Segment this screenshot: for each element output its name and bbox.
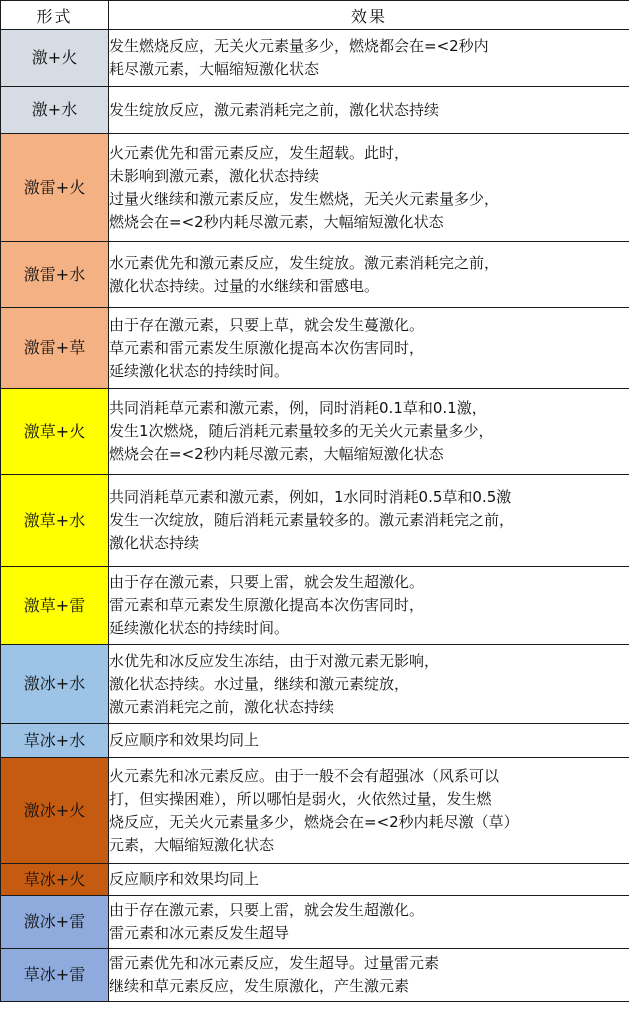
- effect-cell: 雷元素优先和冰元素反应，发生超导。过量雷元素 继续和草元素反应，发生原激化，产生激元素: [109, 949, 629, 1002]
- form-cell: 激冰+火: [1, 758, 109, 864]
- table-row: [1, 308, 629, 389]
- effect-cell: 由于存在激元素，只要上雷，就会发生超激化。 雷元素和冰元素反发生超导: [109, 896, 629, 949]
- header-effect: 效果: [109, 1, 629, 30]
- table-row: [1, 242, 629, 308]
- form-cell: 激雷+草: [1, 308, 109, 389]
- form-cell: 激冰+水: [1, 645, 109, 724]
- effect-cell: 水优先和冰反应发生冻结，由于对激元素无影响， 激化状态持续。水过量，继续和激元素绽放， 激元素消耗完之前，激化状态持续: [109, 645, 629, 724]
- table-row: [1, 864, 629, 896]
- header-row: [1, 1, 629, 30]
- form-cell: 激+水: [1, 87, 109, 134]
- effect-cell: 由于存在激元素，只要上草，就会发生蔓激化。 草元素和雷元素发生原激化提高本次伤害同时， 延续激化状态的持续时间。: [109, 308, 629, 389]
- form-cell: 激草+雷: [1, 567, 109, 645]
- effect-cell: 发生绽放反应，激元素消耗完之前，激化状态持续: [109, 87, 629, 134]
- form-cell: 草冰+雷: [1, 949, 109, 1002]
- effect-cell: 共同消耗草元素和激元素，例如，1水同时消耗0.5草和0.5激 发生一次绽放，随后消耗元素量较多的。激元素消耗完之前， 激化状态持续: [109, 475, 629, 567]
- form-cell: 草冰+水: [1, 724, 109, 758]
- table-row: [1, 134, 629, 242]
- form-cell: 激雷+火: [1, 134, 109, 242]
- table-row: [1, 758, 629, 864]
- effect-cell: 水元素优先和激元素反应，发生绽放。激元素消耗完之前， 激化状态持续。过量的水继续和雷感电。: [109, 242, 629, 308]
- table-row: [1, 389, 629, 475]
- header-form: 形式: [1, 1, 109, 30]
- form-cell: 激草+水: [1, 475, 109, 567]
- table-row: [1, 87, 629, 134]
- effect-cell: 反应顺序和效果均同上: [109, 724, 629, 758]
- form-cell: 激冰+雷: [1, 896, 109, 949]
- table-row: [1, 30, 629, 87]
- table-row: [1, 949, 629, 1002]
- table-row: [1, 645, 629, 724]
- table-row: [1, 724, 629, 758]
- effect-cell: 共同消耗草元素和激元素，例，同时消耗0.1草和0.1激， 发生1次燃烧，随后消耗元素量较多的无关火元素量多少， 燃烧会在=<2秒内耗尽激元素，大幅缩短激化状态: [109, 389, 629, 475]
- effect-cell: 火元素先和冰元素反应。由于一般不会有超强冰（风系可以 打，但实操困难），所以哪怕是弱火，火依然过量，发生燃 烧反应，无关火元素量多少，燃烧会在=<2秒内耗尽激（草） 元素，大幅缩短激化状态: [109, 758, 629, 864]
- table-row: [1, 896, 629, 949]
- effect-cell: 火元素优先和雷元素反应，发生超载。此时， 未影响到激元素，激化状态持续 过量火继续和激元素反应，发生燃烧，无关火元素量多少， 燃烧会在=<2秒内耗尽激元素，大幅缩短激化状态: [109, 134, 629, 242]
- effect-cell: 反应顺序和效果均同上: [109, 864, 629, 896]
- form-cell: 激草+火: [1, 389, 109, 475]
- form-cell: 激雷+水: [1, 242, 109, 308]
- form-cell: 激+火: [1, 30, 109, 87]
- effect-cell: 由于存在激元素，只要上雷，就会发生超激化。 雷元素和草元素发生原激化提高本次伤害同时， 延续激化状态的持续时间。: [109, 567, 629, 645]
- table-row: [1, 567, 629, 645]
- form-cell: 草冰+火: [1, 864, 109, 896]
- effect-cell: 发生燃烧反应，无关火元素量多少，燃烧都会在=<2秒内 耗尽激元素，大幅缩短激化状态: [109, 30, 629, 87]
- table-row: [1, 475, 629, 567]
